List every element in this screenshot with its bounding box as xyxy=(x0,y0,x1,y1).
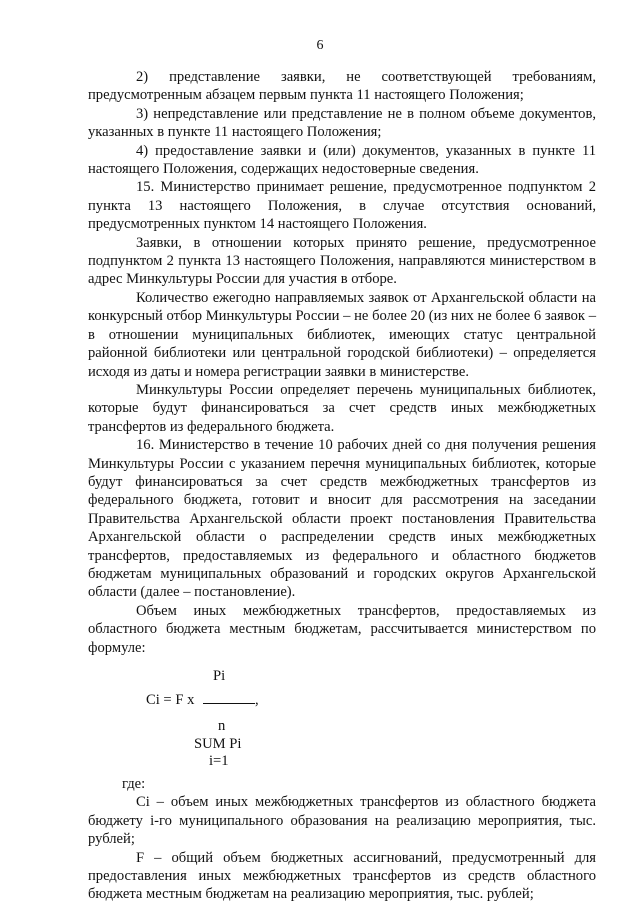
formula-upper-limit: n xyxy=(218,718,226,734)
paragraph-item-2: 2) представление заявки, не соответствующей требованиям, предусмотренным абзацем первым пункта 11 настоящего Положения; xyxy=(88,69,596,104)
document-body xyxy=(88,68,596,904)
formula-comma: , xyxy=(255,692,259,708)
formula-lower-limit: i=1 xyxy=(209,753,229,769)
allocation-formula xyxy=(88,659,596,769)
paragraph-library-list: Минкультуры России определяет перечень муниципальных библиотек, которые будут финансироваться за счет средств иных межбюджетных трансфертов из федерального бюджета. xyxy=(88,381,596,435)
where-label: где: xyxy=(122,776,146,792)
paragraph-clause-15: 15. Министерство принимает решение, предусмотренное подпунктом 2 пункта 13 настоящего Положения, в случае отсутствия оснований, предусмотренных пунктом 14 настоящего Положения. xyxy=(88,179,596,233)
definition-f: F – общий объем бюджетных ассигнований, предусмотренный для предоставления иных межбюджетных трансфертов из средств областного бюджета местным бюджетам на реализацию мероприятия, тыс. рублей; xyxy=(88,849,596,903)
paragraph-applications: Заявки, в отношении которых принято решение, предусмотренное подпунктом 2 пункта 13 настоящего Положения, направляются министерством в адрес Минкультуры России для участия в отборе. xyxy=(88,234,596,288)
paragraph-formula-intro: Объем иных межбюджетных трансфертов, предоставляемых из областного бюджета местным бюджетам, рассчитывается министерством по формуле: xyxy=(88,602,596,656)
formula-lhs: Ci = F x xyxy=(146,692,195,708)
formula-sum: SUM Pi xyxy=(194,736,242,752)
paragraph-application-count: Количество ежегодно направляемых заявок от Архангельской области на конкурсный отбор Минкультуры России – не более 20 (из них не более 6 заявок – в отношении муниципальных библиотек, имеющих статус центральной районной библиотеки или центральной городской библиотеки) – определяется исходя из даты и номера регистрации заявки в министерстве. xyxy=(88,289,596,380)
paragraph-item-4: 4) предоставление заявки и (или) документов, указанных в пункте 11 настоящего Положения, содержащих недостоверные сведения. xyxy=(88,142,596,178)
paragraph-item-3: 3) непредставление или представление не в полном объеме документов, указанных в пункте 11 настоящего Положения; xyxy=(88,105,596,141)
formula-fraction-bar xyxy=(203,703,255,704)
formula-numerator: Pi xyxy=(213,668,226,684)
definition-ci: Ci – объем иных межбюджетных трансфертов из областного бюджета бюджету i-го муниципального образования на реализацию мероприятия, тыс. рублей; xyxy=(88,794,596,848)
page-number: 6 xyxy=(316,38,324,53)
paragraph-clause-16: 16. Министерство в течение 10 рабочих дней со дня получения решения Минкультуры России с указанием перечня муниципальных библиотек, которые будут финансироваться за счет средств межбюджетных трансфертов из федерального бюджета, готовит и вносит для рассмотрения на заседании Правительства Архангельской области проект постановления Правительства Архангельской области о распределении средств иных межбюджетных трансфертов, предоставляемых из федерального и областного бюджетов бюджетам муниципальных образований и городских округов Архангельской области (далее – постановление). xyxy=(88,437,596,601)
